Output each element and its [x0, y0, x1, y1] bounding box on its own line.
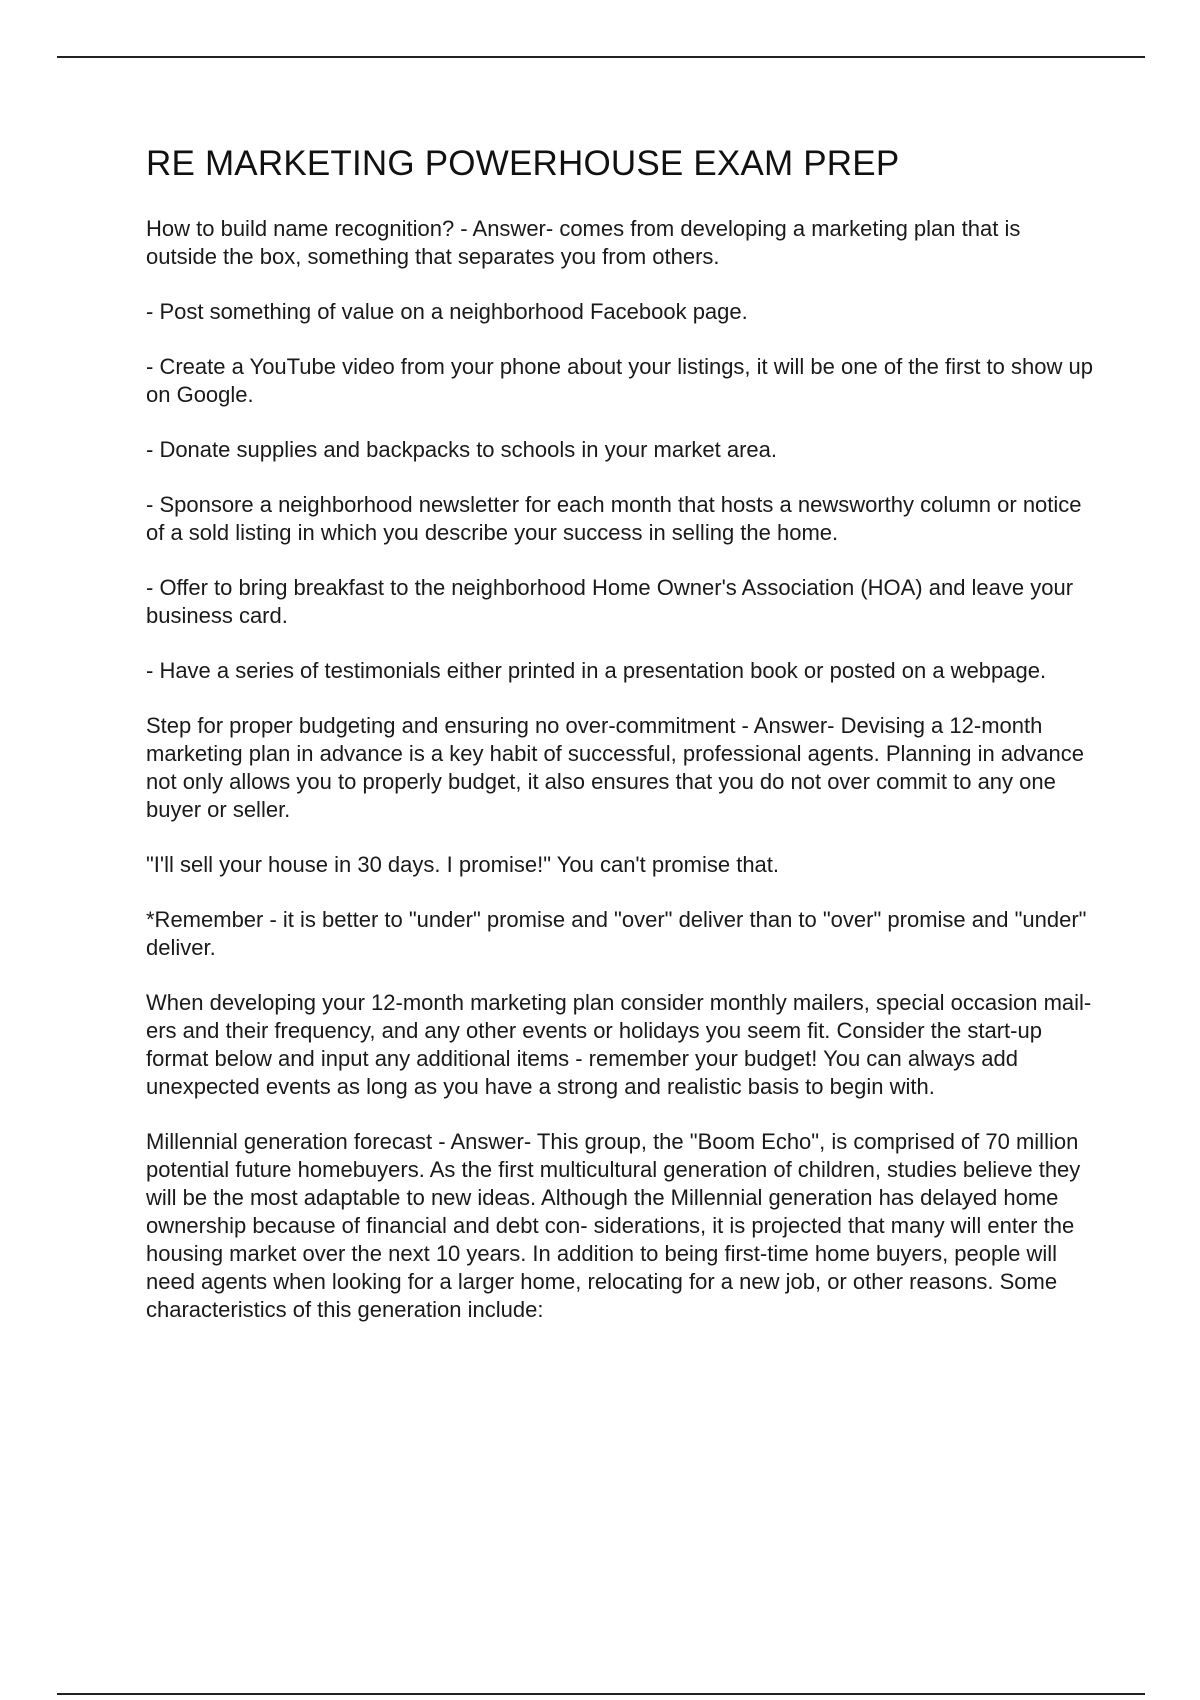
paragraph-newsletter: - Sponsore a neighborhood newsletter for each month that hosts a newsworthy column or notice of a sold listing in which you describe your success in selling the home.: [146, 492, 1082, 545]
paragraph-breakfast: - Offer to bring breakfast to the neighborhood Home Owner's Association (HOA) and leave your business card.: [146, 575, 1074, 628]
bottom-divider: [57, 1693, 1145, 1695]
paragraph-facebook: - Post something of value on a neighborhood Facebook page.: [146, 299, 748, 324]
paragraph-name-recognition: How to build name recognition? - Answer- comes from developing a marketing plan that is outside the box, something that separates you from others.: [146, 216, 1021, 269]
document-body: [146, 140, 1096, 1324]
document-title: RE MARKETING POWERHOUSE EXAM PREP: [146, 144, 900, 183]
paragraph-promise-quote: "I'll sell your house in 30 days. I promise!" You can't promise that.: [146, 852, 780, 877]
paragraph-12-month-plan: When developing your 12-month marketing plan consider monthly mailers, special occasion mail- ers and their frequency, and any other events or holidays you seem fit. Consider the start-up format below and input any additional items - remember your budget! You can always add unexpected events as long as you have a strong and realistic basis to begin with.: [146, 990, 1092, 1099]
paragraph-donate: - Donate supplies and backpacks to schools in your market area.: [146, 437, 777, 462]
paragraph-youtube: - Create a YouTube video from your phone about your listings, it will be one of the first to show up on Google.: [146, 354, 1093, 407]
paragraph-remember: *Remember - it is better to "under" promise and "over" deliver than to "over" promise and "under" deliver.: [146, 907, 1087, 960]
paragraph-testimonials: - Have a series of testimonials either printed in a presentation book or posted on a webpage.: [146, 658, 1047, 683]
paragraph-budgeting: Step for proper budgeting and ensuring no over-commitment - Answer- Devising a 12-month marketing plan in advance is a key habit of successful, professional agents. Planning in advance not only allows you to properly budget, it also ensures that you do not over commit to any one buyer or seller.: [146, 713, 1085, 822]
top-divider: [57, 56, 1145, 58]
paragraph-millennial: Millennial generation forecast - Answer- This group, the "Boom Echo", is comprised of 70 million potential future homebuyers. As the first multicultural generation of children, studies believe they will be the most adaptable to new ideas. Although the Millennial generation has delayed home ownership because of financial and debt con- siderations, it is projected that many will enter the housing market over the next 10 years. In addition to being first-time home buyers, people will need agents when looking for a larger home, relocating for a new job, or other reasons. Some characteristics of this generation include:: [146, 1129, 1081, 1322]
